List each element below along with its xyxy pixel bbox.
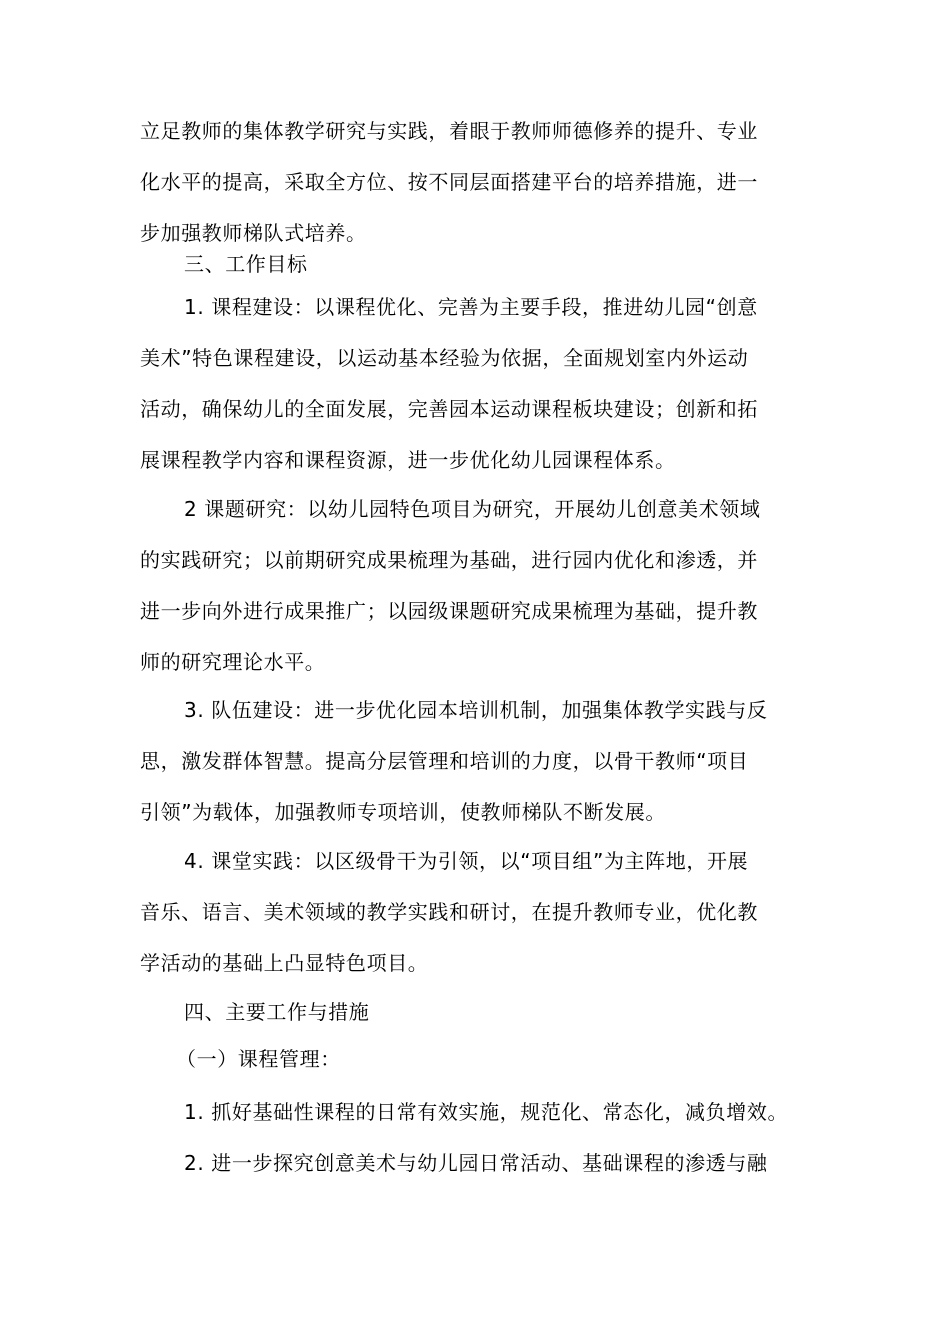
text-line: 1. 抓好基础性课程的日常有效实施，规范化、常态化，减负增效。 — [184, 1100, 789, 1124]
goal-course-construction — [140, 282, 840, 486]
text-line: 1. 课程建设：以课程优化、完善为主要手段，推进幼儿园“创意 — [184, 295, 758, 319]
text-line: 2. 进一步探究创意美术与幼儿园日常活动、基础课程的渗透与融 — [184, 1151, 768, 1175]
section-heading-measures — [140, 987, 840, 1038]
text-line: 师的研究理论水平。 — [140, 650, 326, 674]
text-line: 化水平的提高，采取全方位、按不同层面搭建平台的培养措施，进一 — [140, 170, 758, 194]
subheading-course-management — [140, 1034, 840, 1085]
text-line: 3. 队伍建设：进一步优化园本培训机制，加强集体教学实践与反 — [184, 698, 768, 722]
goal-classroom-practice — [140, 836, 840, 989]
heading-text: 三、工作目标 — [184, 252, 308, 276]
text-line: 展课程教学内容和课程资源，进一步优化幼儿园课程体系。 — [140, 448, 676, 472]
text-line: 音乐、语言、美术领域的教学实践和研讨，在提升教师专业，优化教 — [140, 900, 758, 924]
text-line: 4. 课堂实践：以区级骨干为引领，以“项目组”为主阵地，开展 — [184, 849, 749, 873]
intro-paragraph — [140, 106, 840, 259]
text-line: 学活动的基础上凸显特色项目。 — [140, 951, 429, 975]
text-line: 引领”为载体，加强教师专项培训，使教师梯队不断发展。 — [140, 800, 666, 824]
text-line: 美术”特色课程建设，以运动基本经验为依据，全面规划室内外运动 — [140, 346, 749, 370]
text-line: 的实践研究；以前期研究成果梳理为基础，进行园内优化和渗透，并 — [140, 548, 758, 572]
measure-item-1 — [140, 1087, 840, 1138]
goal-team-building — [140, 685, 840, 838]
subheading-text: （一）课程管理： — [176, 1047, 341, 1071]
text-line: 思，激发群体智慧。提高分层管理和培训的力度，以骨干教师“项目 — [140, 749, 749, 773]
text-line: 活动，确保幼儿的全面发展，完善园本运动课程板块建设；创新和拓 — [140, 397, 758, 421]
goal-research — [140, 484, 840, 688]
text-line: 步加强教师梯队式培养。 — [140, 221, 367, 245]
text-line: 2 课题研究：以幼儿园特色项目为研究，开展幼儿创意美术领域 — [184, 497, 761, 521]
text-line: 进一步向外进行成果推广；以园级课题研究成果梳理为基础，提升教 — [140, 599, 758, 623]
measure-item-2 — [140, 1138, 840, 1189]
heading-text: 四、主要工作与措施 — [184, 1000, 370, 1024]
text-line: 立足教师的集体教学研究与实践，着眼于教师师德修养的提升、专业 — [140, 119, 758, 143]
